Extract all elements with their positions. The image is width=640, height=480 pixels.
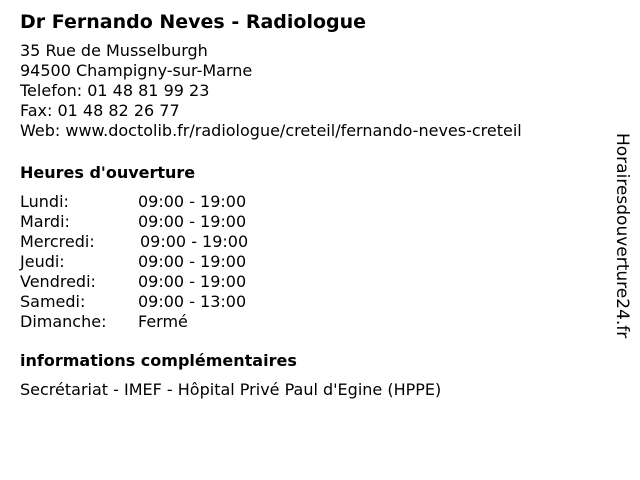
opening-hours-heading: Heures d'ouverture bbox=[20, 163, 196, 182]
listing-card bbox=[20, 10, 610, 400]
hours-time-value: 09:00 - 13:00 bbox=[138, 292, 247, 311]
fax-number: Fax: 01 48 82 26 77 bbox=[20, 101, 180, 120]
hours-row-dimanche bbox=[20, 312, 610, 332]
hours-day-label: Lundi: bbox=[20, 192, 69, 211]
address-street: 35 Rue de Musselburgh bbox=[20, 41, 208, 60]
hours-day-label: Dimanche: bbox=[20, 312, 107, 331]
hours-time-value: 09:00 - 19:00 bbox=[138, 272, 247, 291]
hours-row-mardi bbox=[20, 212, 610, 232]
hours-row-samedi bbox=[20, 292, 610, 312]
hours-row-vendredi bbox=[20, 272, 610, 292]
hours-row-lundi bbox=[20, 192, 610, 212]
hours-row-mercredi bbox=[20, 232, 610, 252]
hours-time-value: 09:00 - 19:00 bbox=[140, 232, 249, 251]
hours-time-value: 09:00 - 19:00 bbox=[138, 192, 247, 211]
additional-info-heading: informations complémentaires bbox=[20, 351, 297, 370]
hours-day-label: Samedi: bbox=[20, 292, 86, 311]
phone-number: Telefon: 01 48 81 99 23 bbox=[20, 81, 210, 100]
site-watermark: Horairesdouverture24.fr bbox=[612, 133, 632, 339]
page-title: Dr Fernando Neves - Radiologue bbox=[20, 11, 367, 33]
hours-day-label: Vendredi: bbox=[20, 272, 96, 291]
address-city: 94500 Champigny-sur-Marne bbox=[20, 61, 253, 80]
hours-time-value: 09:00 - 19:00 bbox=[138, 212, 247, 231]
hours-row-jeudi bbox=[20, 252, 610, 272]
opening-hours-table bbox=[20, 192, 610, 332]
hours-day-label: Mardi: bbox=[20, 212, 70, 231]
hours-time-value: Fermé bbox=[138, 312, 188, 331]
website-url: Web: www.doctolib.fr/radiologue/creteil/fernando-neves-creteil bbox=[20, 121, 522, 140]
additional-info-text: Secrétariat - IMEF - Hôpital Privé Paul d'Egine (HPPE) bbox=[20, 380, 442, 399]
hours-day-label: Jeudi: bbox=[20, 252, 65, 271]
hours-time-value: 09:00 - 19:00 bbox=[138, 252, 247, 271]
hours-day-label: Mercredi: bbox=[20, 232, 95, 251]
